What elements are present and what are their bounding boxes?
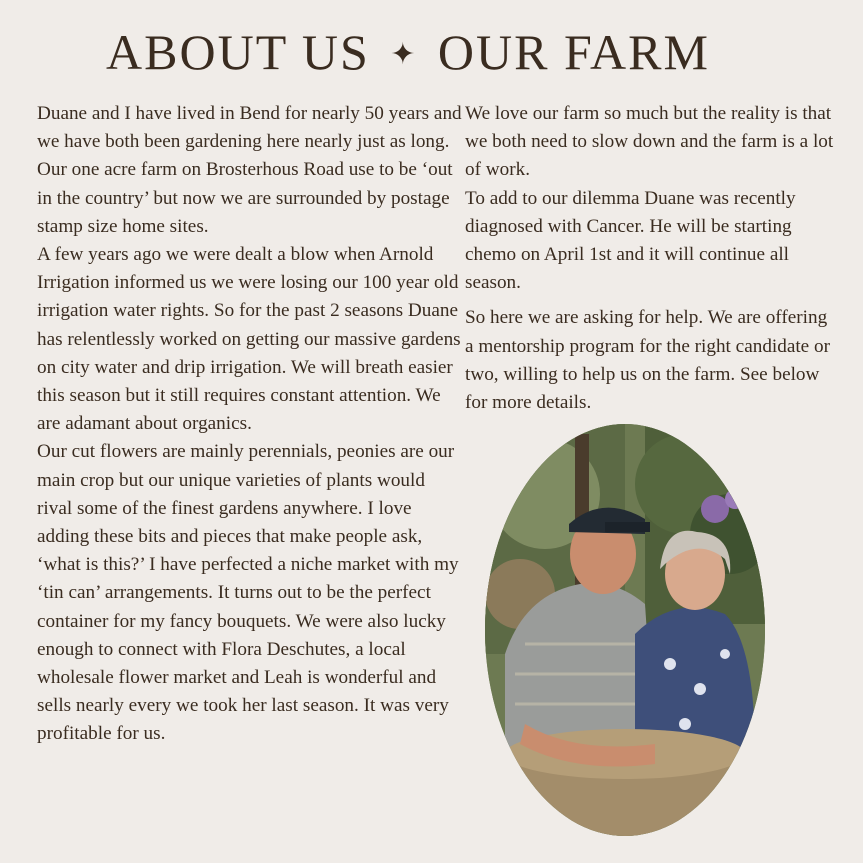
left-column <box>37 100 462 749</box>
right-column <box>465 100 835 417</box>
couple-photo <box>485 424 765 836</box>
sparkle-icon: ✦ <box>390 37 418 71</box>
title-part-2: OUR FARM <box>437 24 710 80</box>
left-paragraph-3: Our cut flowers are mainly perennials, peonies are our main crop but our unique varieties of plants would rival some of the finest gardens anywhere. I love adding these bits and pieces that make people ask, ‘what is this?’ I have perfected a niche market with my ‘tin can’ arrangements. It turns out to be the perfect container for my fancy bouquets. We were also lucky enough to connect with Flora Deschutes, a local wholesale flower market and Leah is wonderful and sells nearly every we took her last season. It was very profitable for us. <box>37 441 459 745</box>
couple-photo-illustration <box>485 424 765 836</box>
right-paragraph-3: So here we are asking for help. We are offering a mentorship program for the right candidate or two, willing to help us on the farm. See below for more details. <box>465 307 830 414</box>
left-paragraph-2: A few years ago we were dealt a blow when Arnold Irrigation informed us we were losing our 100 year old irrigation water rights. So for the past 2 seasons Duane has relentlessly worked on getting our massive gardens on city water and drip irrigation. We will breath easier this season but it still requires constant attention. We are adamant about organics. <box>37 244 461 435</box>
title-part-1: ABOUT US <box>106 24 370 80</box>
page-title <box>0 22 816 88</box>
right-paragraph-1: We love our farm so much but the reality is that we both need to slow down and the farm is a lot of work. <box>465 103 834 181</box>
left-paragraph-1: Duane and I have lived in Bend for nearly 50 years and we have both been gardening here nearly just as long. Our one acre farm on Brosterhous Road use to be ‘out in the country’ but now we are surrounded by postage stamp size home sites. <box>37 103 462 237</box>
right-paragraph-2: To add to our dilemma Duane was recently diagnosed with Cancer. He will be starting chemo on April 1st and it will continue all season. <box>465 187 796 294</box>
